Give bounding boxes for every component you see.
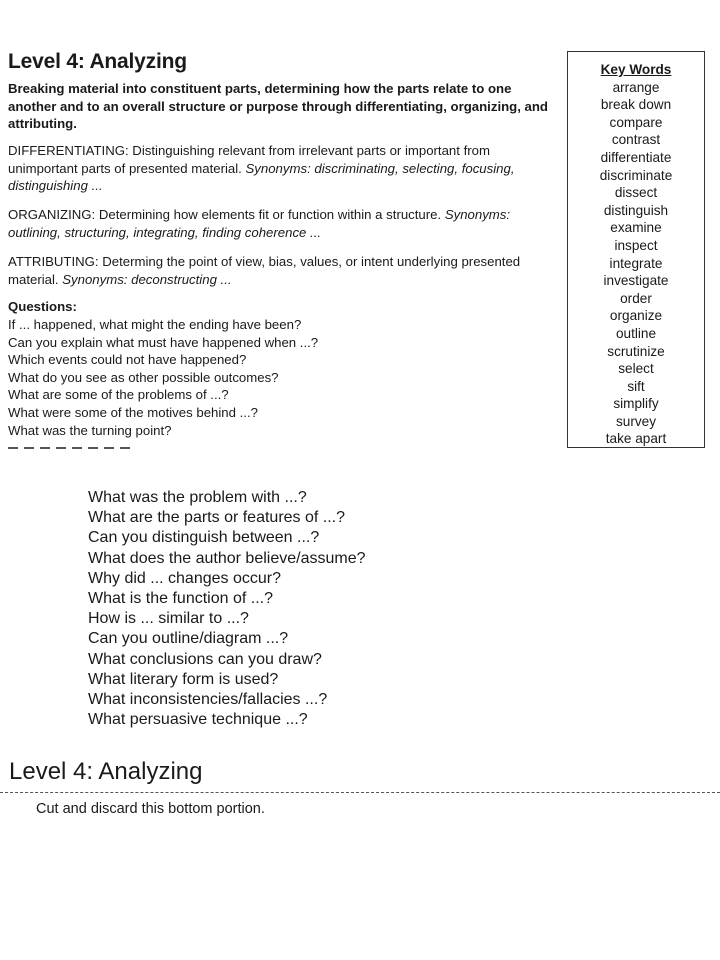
more-question-item: How is ... similar to ...? bbox=[88, 610, 249, 628]
question-item: Which events could not have happened? bbox=[8, 352, 247, 368]
key-word-item: survey bbox=[615, 413, 657, 429]
more-questions-list bbox=[88, 488, 366, 730]
level-definition: Breaking material into constituent parts, determining how the parts relate to one another and to an overall structure or purpose through differentiating, organizing, and attributing. bbox=[8, 81, 548, 131]
cut-instruction-text: Cut and discard this bottom portion. bbox=[36, 801, 265, 817]
key-word-item: discriminate bbox=[599, 167, 673, 183]
question-item: What are some of the problems of ...? bbox=[8, 387, 229, 403]
bottom-level-title: Level 4: Analyzing bbox=[9, 758, 203, 785]
organizing-text: Determining how elements fit or function within a structure. bbox=[95, 207, 445, 222]
more-question-item: What does the author believe/assume? bbox=[88, 549, 366, 567]
organizing-synonyms: Synonyms: outlining, structuring, integrating, finding coherence ... bbox=[8, 207, 511, 240]
key-word-item: inspect bbox=[614, 237, 658, 253]
organizing-label: ORGANIZING: bbox=[8, 207, 96, 222]
page-title: Level 4: Analyzing bbox=[8, 50, 187, 73]
key-word-item: examine bbox=[610, 220, 662, 236]
more-question-item: What is the function of ...? bbox=[88, 590, 273, 608]
key-words-heading: Key Words bbox=[600, 62, 672, 77]
cut-line-divider bbox=[0, 792, 720, 793]
question-item: What was the turning point? bbox=[8, 422, 172, 438]
key-word-item: order bbox=[620, 290, 652, 306]
differentiating-paragraph bbox=[8, 142, 553, 195]
more-question-item: Can you outline/diagram ...? bbox=[88, 630, 289, 648]
key-word-item: dissect bbox=[614, 185, 658, 201]
differentiating-synonyms: Synonyms: discriminating, selecting, focusing, distinguishing ... bbox=[8, 160, 515, 193]
key-words-list bbox=[568, 79, 704, 448]
more-question-item: What are the parts or features of ...? bbox=[88, 509, 346, 527]
key-word-item: select bbox=[618, 361, 654, 377]
organizing-paragraph bbox=[8, 206, 553, 241]
key-words-box bbox=[567, 51, 705, 448]
differentiating-text: Distinguishing relevant from irrelevant parts or important from unimportant parts of presented material. bbox=[8, 143, 490, 176]
more-question-item: What literary form is used? bbox=[88, 670, 279, 688]
more-question-item: What persuasive technique ...? bbox=[88, 711, 308, 729]
attributing-synonyms: Synonyms: deconstructing ... bbox=[62, 271, 232, 287]
key-word-item: scrutinize bbox=[607, 343, 665, 359]
more-question-item: What inconsistencies/fallacies ...? bbox=[88, 691, 328, 709]
key-word-item: break down bbox=[600, 97, 672, 113]
more-question-item: Can you distinguish between ...? bbox=[88, 529, 320, 547]
question-item: Can you explain what must have happened when ...? bbox=[8, 334, 319, 350]
key-word-item: integrate bbox=[609, 255, 663, 271]
key-word-item: take apart bbox=[605, 431, 667, 447]
question-item: If ... happened, what might the ending have been? bbox=[8, 317, 302, 332]
questions-heading: Questions: bbox=[8, 299, 77, 314]
attributing-text: Determing the point of view, bias, values, or intent underlying presented material. bbox=[8, 254, 521, 287]
key-word-item: distinguish bbox=[603, 202, 669, 218]
key-word-item: simplify bbox=[613, 396, 659, 412]
question-item: What do you see as other possible outcomes? bbox=[8, 369, 279, 385]
key-word-item: differentiate bbox=[600, 149, 672, 165]
key-word-item: arrange bbox=[612, 79, 660, 95]
key-word-item: outline bbox=[615, 325, 657, 341]
more-question-item: Why did ... changes occur? bbox=[88, 569, 281, 587]
key-word-item: sift bbox=[627, 378, 645, 394]
differentiating-label: DIFFERENTIATING: bbox=[8, 143, 129, 158]
key-word-item: contrast bbox=[611, 132, 661, 148]
more-question-item: What was the problem with ...? bbox=[88, 489, 307, 506]
key-word-item: organize bbox=[609, 308, 663, 324]
key-word-item: compare bbox=[609, 114, 663, 130]
cut-text-fragment bbox=[8, 447, 143, 452]
more-question-item: What conclusions can you draw? bbox=[88, 650, 322, 668]
questions-list bbox=[8, 316, 318, 439]
attributing-label: ATTRIBUTING: bbox=[8, 254, 99, 269]
question-item: What were some of the motives behind ...? bbox=[8, 404, 258, 420]
attributing-paragraph bbox=[8, 253, 553, 288]
key-word-item: investigate bbox=[603, 273, 669, 289]
